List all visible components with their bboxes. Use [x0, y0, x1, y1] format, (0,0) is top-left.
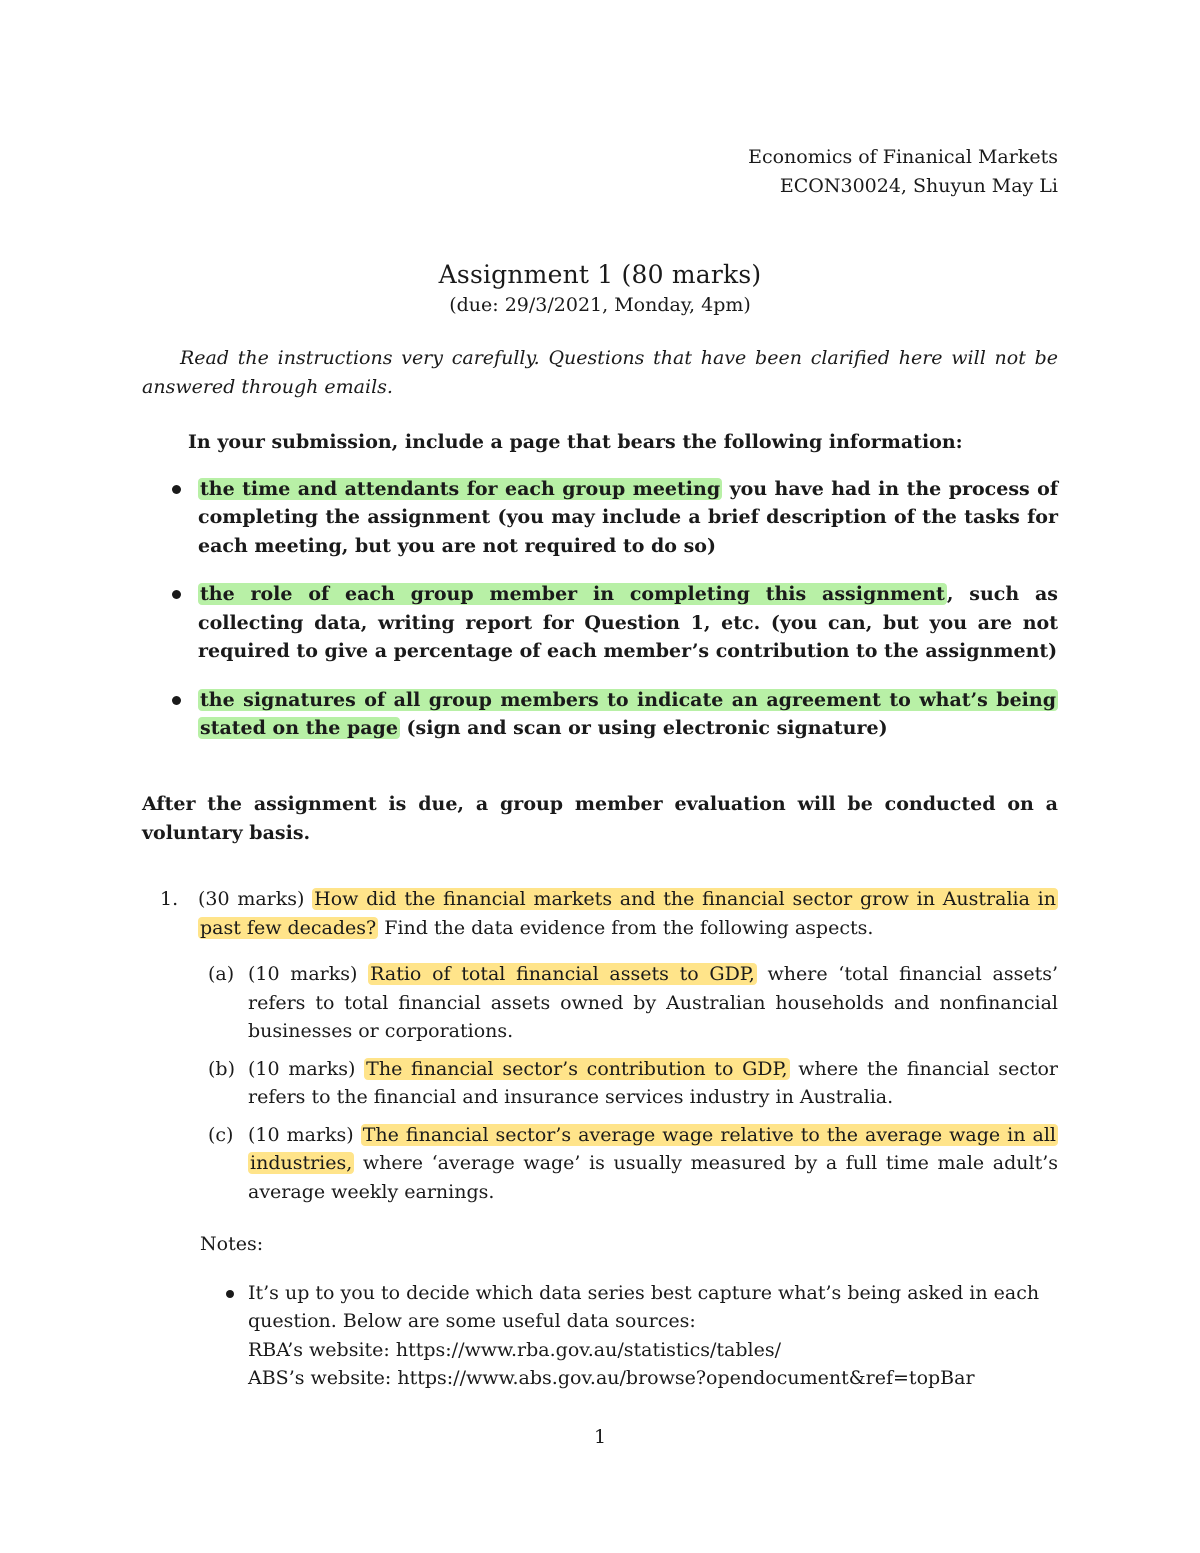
list-item: [142, 475, 1058, 561]
subpart-c: [142, 1121, 1058, 1207]
page-number: 1: [593, 1426, 607, 1448]
list-item: [142, 686, 1058, 743]
subpart-text: where ‘average wage’ is usually measured by a full time male adult’s average weekly earnings.: [248, 1152, 1058, 1203]
highlighted-text: How did the financial markets and the financial sector grow in Australia in past few decades?: [200, 888, 1056, 939]
highlighted-text: The financial sector’s contribution to GDP,: [366, 1057, 788, 1080]
item-text: you have had in the process of completing the assignment (you may include a brief description of the tasks for each meeting, but you are not required to do so): [198, 477, 1058, 557]
highlighted-text: the time and attendants for each group meeting: [200, 477, 721, 500]
bullet-icon: [172, 696, 181, 705]
highlighted-text: Ratio of total financial assets to GDP,: [370, 963, 755, 985]
question-marks: (30 marks): [198, 888, 313, 910]
submission-requirements: [142, 428, 1058, 763]
list-item: [142, 1279, 1058, 1393]
note-text: It’s up to you to decide which data series best capture what’s being asked in each question. Below are some useful data sources:: [248, 1281, 1040, 1332]
bullet-icon: [172, 485, 181, 494]
questions-section: [142, 885, 1058, 1393]
subparts-list: [142, 960, 1058, 1206]
question-text: Find the data evidence from the following aspects.: [378, 916, 874, 939]
subpart-label: (a): [208, 963, 235, 985]
question-number: 1.: [160, 888, 179, 910]
subpart-label: (c): [208, 1123, 234, 1146]
highlighted-text: the role of each group member in completing this assignment: [200, 583, 945, 605]
evaluation-note: After the assignment is due, a group member evaluation will be conducted on a voluntary basis.: [142, 793, 1058, 844]
course-code-author: ECON30024, Shuyun May Li: [779, 175, 1058, 197]
title-block: [0, 258, 1200, 318]
bullet-icon: [226, 1290, 234, 1298]
subpart-text: where ‘total financial assets’ refers to total financial assets owned by Australian households and nonfinancial businesses or corporations.: [248, 963, 1058, 1042]
notes-label: Notes:: [200, 1233, 264, 1255]
subpart-marks: (10 marks): [248, 1057, 365, 1080]
item-text: , such as collecting data, writing report for Question 1, etc. (you can, but you are not required to give a percentage of each member’s contribution to the assignment): [198, 583, 1058, 662]
highlighted-text: the signatures of all group members to indicate an agreement to what’s being stated on the page: [200, 688, 1056, 739]
subpart-label: (b): [208, 1057, 235, 1080]
subpart-a: [142, 960, 1058, 1046]
highlighted-text: The financial sector’s average wage relative to the average wage in all industries,: [250, 1123, 1056, 1174]
rba-source-link[interactable]: RBA’s website: https://www.rba.gov.au/statistics/tables/: [248, 1338, 782, 1361]
assignment-title: Assignment 1 (80 marks): [438, 260, 762, 289]
item-text: (sign and scan or using electronic signature): [399, 717, 888, 739]
course-name: Economics of Finanical Markets: [748, 146, 1058, 168]
subpart-marks: (10 marks): [248, 1123, 361, 1146]
question-1: [142, 885, 1058, 942]
list-item: [142, 580, 1058, 666]
abs-source-link[interactable]: ABS’s website: https://www.abs.gov.au/browse?opendocument&ref=topBar: [248, 1367, 975, 1389]
due-date: (due: 29/3/2021, Monday, 4pm): [449, 294, 751, 316]
bullet-icon: [172, 590, 181, 599]
submission-heading: In your submission, include a page that bears the following information:: [188, 431, 963, 453]
notes-list: [142, 1279, 1058, 1393]
subpart-marks: (10 marks): [248, 963, 369, 985]
course-header: [748, 143, 1058, 201]
subpart-text: where the financial sector refers to the financial and insurance services industry in Australia.: [248, 1057, 1058, 1108]
requirements-list: [142, 475, 1058, 743]
instructions-paragraph: Read the instructions very carefully. Questions that have been clarified here will not be answered through emails.: [142, 347, 1058, 398]
subpart-b: [142, 1055, 1058, 1112]
